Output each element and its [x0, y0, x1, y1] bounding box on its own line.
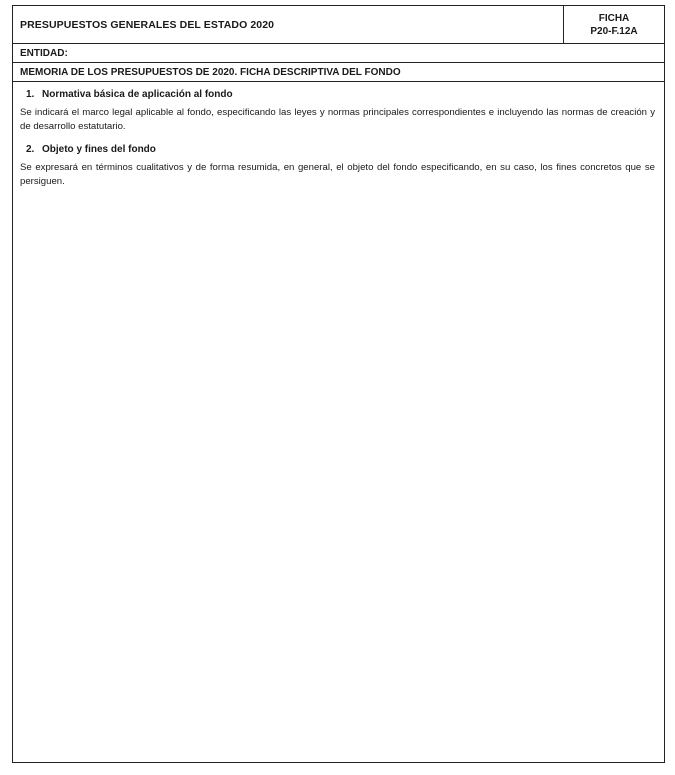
- ficha-code: P20-F.12A: [590, 25, 638, 37]
- section-normativa: [20, 89, 655, 134]
- ficha-box: [563, 6, 664, 43]
- section-body: Se indicará el marco legal aplicable al fondo, especificando las leyes y normas principales correspondientes e incluyendo las normas de creación y de desarrollo estatutario.: [20, 107, 655, 132]
- entidad-row: [13, 44, 664, 63]
- section-number: 2.: [26, 144, 35, 155]
- memoria-row: [13, 63, 664, 82]
- form-header: [13, 6, 664, 44]
- section-objeto: [20, 144, 655, 189]
- budget-title: PRESUPUESTOS GENERALES DEL ESTADO 2020: [20, 18, 275, 31]
- entidad-label: ENTIDAD:: [20, 47, 68, 59]
- budget-form-sheet: [12, 5, 665, 763]
- memoria-title: MEMORIA DE LOS PRESUPUESTOS DE 2020. FICHA DESCRIPTIVA DEL FONDO: [20, 66, 401, 78]
- section-heading-text: Normativa básica de aplicación al fondo: [42, 89, 233, 100]
- ficha-label: FICHA: [598, 12, 630, 24]
- section-heading: [20, 89, 655, 100]
- section-heading: [20, 144, 655, 155]
- section-number: 1.: [26, 89, 35, 100]
- form-content: [13, 82, 664, 189]
- section-heading-text: Objeto y fines del fondo: [42, 144, 156, 155]
- section-body: Se expresará en términos cualitativos y de forma resumida, en general, el objeto del fondo especificando, en su caso, los fines concretos que se persiguen.: [20, 162, 655, 187]
